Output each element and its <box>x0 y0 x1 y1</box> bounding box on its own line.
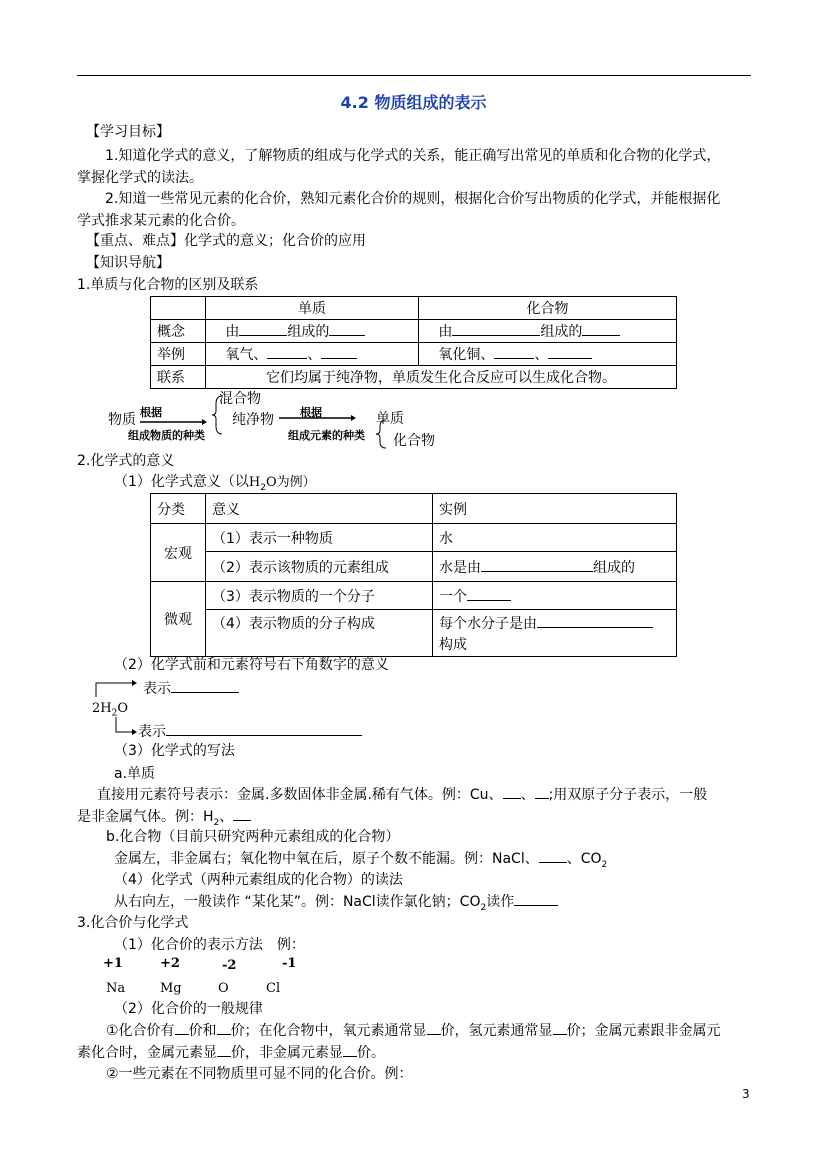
cell-relation: 它们均属于纯净物，单质发生化合反应可以生成化合物。 <box>206 366 677 389</box>
diagram-compound: 化合物 <box>393 433 435 449</box>
row-label-concept: 概念 <box>151 320 206 343</box>
cell-example-element: 氧气、 、 <box>206 343 419 366</box>
goals-heading: 【学习目标】 <box>86 124 170 140</box>
writing-element-rule: 直接用元素符号表示：金属.多数固体非金属.稀有气体。例：Cu、 、 ;用双原子分子表示，一般 <box>97 784 707 806</box>
diagram-substance: 物质 <box>108 412 136 428</box>
valence-na: +1 <box>103 956 123 971</box>
writing-compound-rule: 金属左，非金属右；氧化物中氧在后，原子个数不能漏。例：NaCl、 、$CO_2$ <box>114 848 607 876</box>
table-corner <box>151 297 206 320</box>
formula-2h2o: $2H_2O$ <box>92 701 129 719</box>
cell-concept-element: 由 组成的 <box>206 320 419 343</box>
meaning-2: （2）表示该物质的元素组成 <box>206 552 433 582</box>
element-compound-table <box>150 296 677 389</box>
diagram-basis-2: 根据 <box>300 406 322 419</box>
valence-o: -2 <box>222 958 237 973</box>
section-1-heading: 1.单质与化合物的区别及联系 <box>77 277 259 293</box>
valence-rule-1b: 素化合时，金属元素显 价，非金属元素显 价。 <box>77 1042 385 1064</box>
section-2-heading: 2.化学式的意义 <box>77 453 175 469</box>
goal-2-line-b: 学式推求某元素的化合价。 <box>77 213 245 229</box>
element-na: Na <box>106 981 126 996</box>
cell-concept-compound: 由 组成的 <box>419 320 677 343</box>
meaning-3: （3）表示物质的一个分子 <box>206 582 433 610</box>
diagram-element: 单质 <box>376 411 404 427</box>
element-o: O <box>218 981 229 996</box>
writing-compound: b.化合物（目前只研究两种元素组成的化合物） <box>106 829 400 845</box>
formula-meaning-table <box>150 493 677 657</box>
arrow-2-icon <box>277 414 357 422</box>
section-2-sub-3: （3）化学式的写法 <box>114 743 235 759</box>
valence-mg: +2 <box>160 956 180 971</box>
key-points: 【重点、难点】化学式的意义；化合价的应用 <box>86 233 366 249</box>
section-2-sub-1: （1）化学式意义（以$H_2O$为例） <box>114 474 316 493</box>
goal-1-line-a: 1.知道化学式的意义，了解物质的组成与化学式的关系，能正确写出常见的单质和化合物的化学式， <box>105 148 721 164</box>
goal-1-line-b: 掌握化学式的读法。 <box>77 170 203 186</box>
valence-rule-1a: ①化合价有 价和 价；在化合物中，氧元素通常显 价，氢元素通常显 价；金属元素跟非金属元 <box>106 1020 721 1042</box>
meaning-4: （4）表示物质的分子构成 <box>206 610 433 657</box>
nav-heading: 【知识导航】 <box>86 255 170 271</box>
section-2-sub-2: （2）化学式前和元素符号右下角数字的意义 <box>114 657 389 673</box>
th-example: 实例 <box>433 494 677 524</box>
th-meaning: 意义 <box>206 494 433 524</box>
cell-example-compound: 氧化铜、 、 <box>419 343 677 366</box>
element-mg: Mg <box>160 981 182 996</box>
goal-2-line-a: 2.知道一些常见元素的化合价，熟知元素化合价的规则，根据化合价写出物质的化学式，并能根据化 <box>105 191 721 207</box>
example-4: 每个水分子是由 构成 <box>433 610 677 657</box>
row-label-example: 举例 <box>151 343 206 366</box>
diagram-mixture: 混合物 <box>219 391 261 407</box>
category-macro: 宏观 <box>151 524 206 582</box>
col-header-element: 单质 <box>206 297 419 320</box>
category-micro: 微观 <box>151 582 206 657</box>
diagram-basis-1-detail: 组成物质的种类 <box>128 429 205 442</box>
row-label-relation: 联系 <box>151 366 206 389</box>
show-label-1: 表示 <box>143 678 239 698</box>
section-3-sub-2: （2）化合价的一般规律 <box>114 1001 263 1017</box>
page-number: 3 <box>742 1087 750 1101</box>
section-2-sub-4: （4）化学式（两种元素组成的化合物）的读法 <box>114 872 403 888</box>
writing-element-rule-b: 是非金属气体。例：$H_2$、 <box>77 806 251 834</box>
header-rule <box>77 75 751 76</box>
arrow-1-icon <box>138 418 208 426</box>
example-3: 一个 <box>433 582 677 610</box>
meaning-1: （1）表示一种物质 <box>206 524 433 552</box>
example-1: 水 <box>433 524 677 552</box>
diagram-basis-1: 根据 <box>140 406 162 419</box>
valence-rule-2: ②一些元素在不同物质里可显不同的化合价。例： <box>106 1066 413 1082</box>
diagram-basis-2-detail: 组成元素的种类 <box>288 429 365 442</box>
element-cl: Cl <box>266 981 281 996</box>
section-3-sub-1: （1）化合价的表示方法 例： <box>114 937 305 953</box>
valence-cl: -1 <box>282 956 297 971</box>
col-header-compound: 化合物 <box>419 297 677 320</box>
example-2: 水是由 组成的 <box>433 552 677 582</box>
diagram-pure: 纯净物 <box>232 412 274 428</box>
writing-element: a.单质 <box>114 766 156 782</box>
page-title: 4.2 物质组成的表示 <box>340 93 487 112</box>
th-category: 分类 <box>151 494 206 524</box>
reading-rule: 从右向左，一般读作 “某化某”。例：NaCl读作氯化钠；$CO_2$读作 <box>114 891 558 919</box>
show-label-2: 表示 <box>138 721 362 741</box>
section-3-heading: 3.化合价与化学式 <box>77 915 189 931</box>
